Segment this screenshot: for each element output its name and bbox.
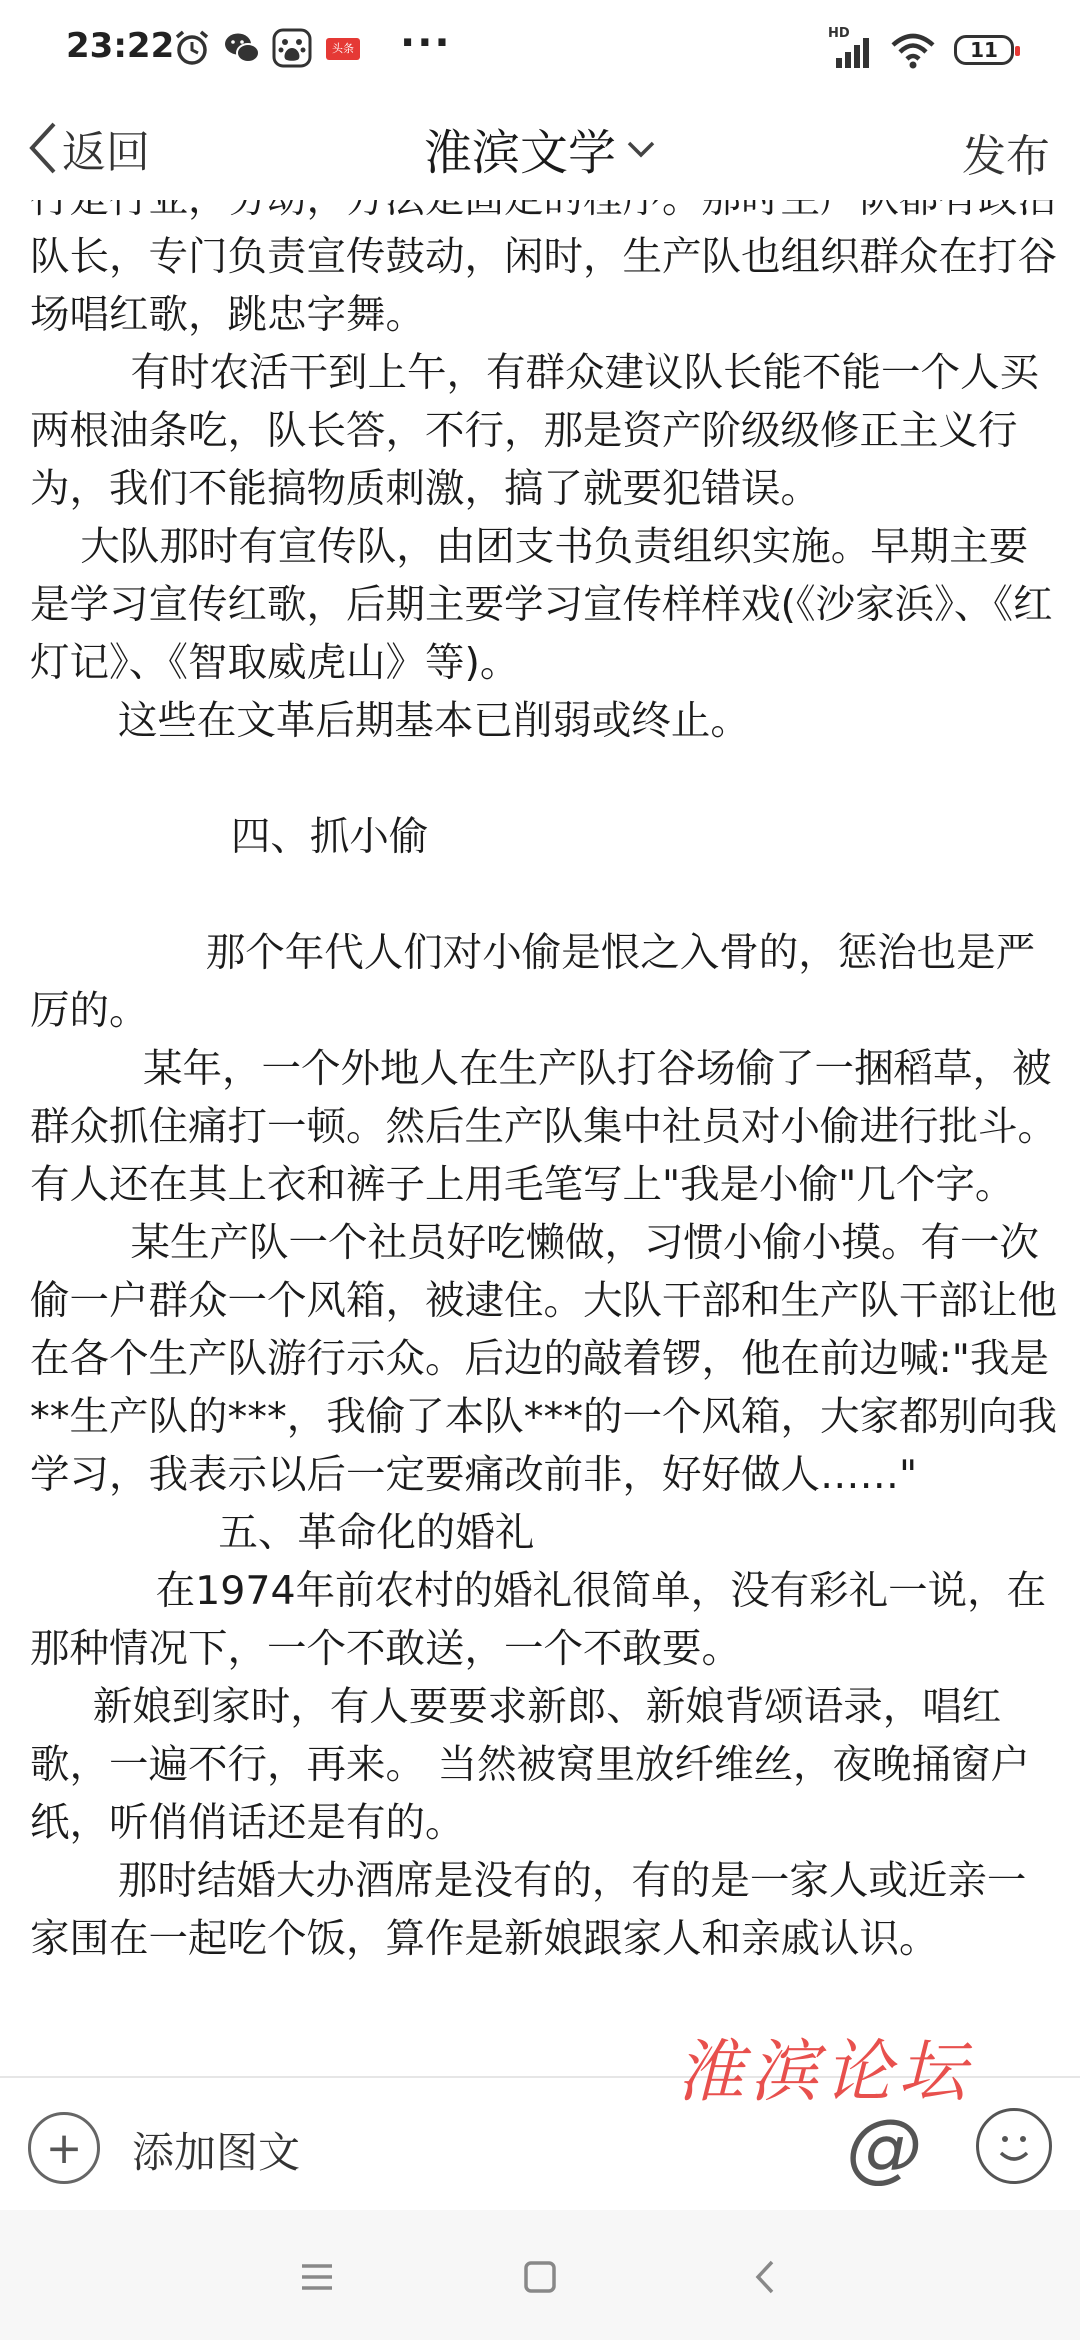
forum-selector-button[interactable]	[424, 114, 656, 183]
add-media-button[interactable]	[28, 2112, 100, 2184]
menu-icon[interactable]	[292, 2252, 342, 2302]
article-paragraph: 五、革命化的婚礼	[30, 1510, 535, 1556]
article-paragraph	[30, 866, 1060, 924]
page-title: 淮滨文学	[423, 125, 616, 181]
forum-selector	[0, 114, 1080, 183]
baidu-icon	[272, 28, 312, 68]
article-paragraph: 四、抓小偷	[30, 814, 429, 860]
article-paragraph: 那个年代人们对小偷是恨之入骨的，惩治也是严厉的。	[30, 930, 1036, 1034]
add-media-label[interactable]: 添加图文	[132, 2128, 301, 2177]
more-icon: ···	[400, 20, 452, 66]
article-body	[30, 170, 1060, 1968]
article-paragraph: 队长，专门负责宣传鼓动，闲时，生产队也组织群众在打谷场唱红歌，跳忠字舞。	[30, 234, 1057, 338]
chevron-down-icon	[626, 139, 656, 159]
back-label: 返回	[62, 127, 150, 178]
article-paragraph	[30, 750, 1060, 808]
article-editor[interactable]	[0, 200, 1080, 2076]
system-nav-bar	[0, 2208, 1080, 2340]
top-nav-bar	[0, 96, 1080, 200]
home-icon[interactable]	[515, 2252, 565, 2302]
wechat-icon	[222, 28, 262, 68]
article-paragraph: 某生产队一个社员好吃懒做，习惯小偷小摸。有一次偷一户群众一个风箱，被逮住。大队干部和生产队干部让他在各个生产队游行示众。后边的敲着锣，他在前边喊:"我是**生产队的***，我偷了本队***的一个风箱，大家都别向我学习，我表示以后一定要痛改前非，好好做人……"	[30, 1220, 1057, 1498]
status-right-group	[828, 26, 1014, 70]
article-paragraph: 在1974年前农村的婚礼很简单，没有彩礼一说，在那种情况下，一个不敢送，一个不敢要。	[30, 1568, 1047, 1672]
back-icon[interactable]	[740, 2252, 790, 2302]
article-paragraph: 某年，一个外地人在生产队打谷场偷了一捆稻草，被群众抓住痛打一顿。然后生产队集中社员对小偷进行批斗。有人还在其上衣和裤子上用毛笔写上"我是小偷"几个字。	[30, 1046, 1057, 1208]
alarm-icon	[172, 28, 212, 68]
status-time: 23:22	[66, 26, 175, 66]
signal-icon	[828, 26, 872, 70]
status-bar	[0, 0, 1080, 96]
article-paragraph: 有时农活干到上午，有群众建议队长能不能一个人买两根油条吃，队长答，不行，那是资产阶级级修正主义行为，我们不能搞物质刺激，搞了就要犯错误。	[30, 350, 1039, 512]
emoji-button[interactable]	[976, 2108, 1052, 2184]
article-paragraph: 这些在文革后期基本已削弱或终止。	[30, 698, 750, 744]
article-paragraph: 那时结婚大办酒席是没有的，有的是一家人或近亲一家围在一起吃个饭，算作是新娘跟家人和亲戚认识。	[30, 1858, 1027, 1962]
network-label: HD	[828, 26, 850, 41]
forum-watermark: 淮滨论坛	[676, 2033, 973, 2112]
battery-icon	[954, 35, 1014, 65]
publish-button[interactable]: 发布	[962, 131, 1050, 182]
article-paragraph: 大队那时有宣传队，由团支书负责组织实施。早期主要是学习宣传红歌，后期主要学习宣传样样戏(《沙家浜》、《红灯记》、《智取威虎山》等)。	[30, 524, 1053, 686]
plus-icon: +	[45, 2122, 83, 2174]
article-paragraph: 新娘到家时，有人要要求新郎、新娘背颂语录，唱红歌，一遍不行，再来。 当然被窝里放纤维丝，夜晚捅窗户纸，听俏俏话还是有的。	[30, 1684, 1031, 1846]
wifi-icon	[890, 31, 936, 69]
mention-button[interactable]: @	[846, 2102, 922, 2191]
news-app-icon: 头条	[326, 38, 360, 60]
battery-level: 11	[970, 38, 998, 62]
emoji-icon	[979, 2111, 1049, 2181]
